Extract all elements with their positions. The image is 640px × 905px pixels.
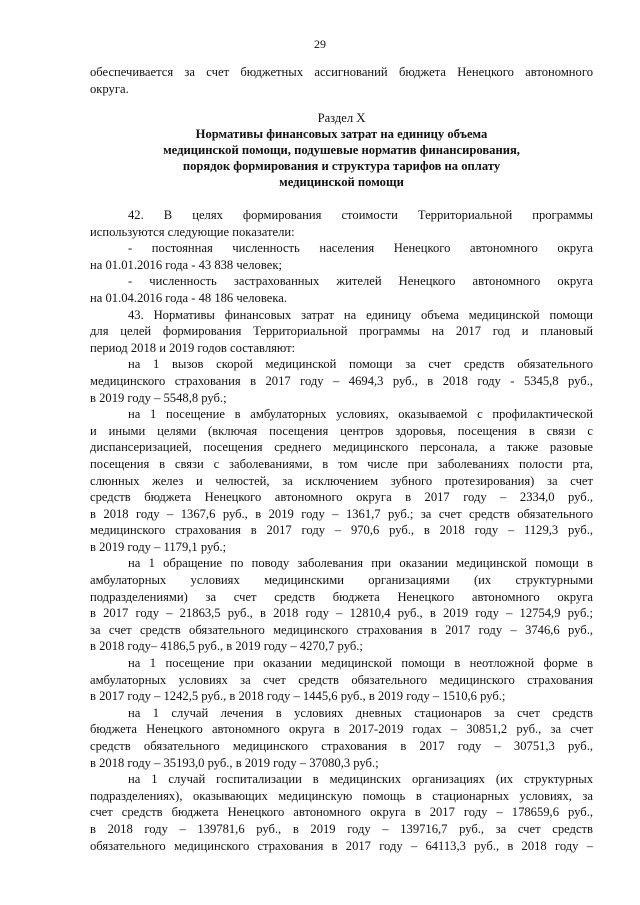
text-line: используются следующие показатели: bbox=[90, 224, 295, 239]
section-title-line: порядок формирования и структура тарифов на оплату bbox=[182, 159, 501, 173]
text-line: на 1 обращение по поводу заболевания при оказании медицинской помощи в bbox=[128, 556, 593, 571]
text-line: посещения в связи с заболеваниями, в том числе при заболеваниях полости рта, bbox=[90, 456, 593, 471]
paragraph bbox=[90, 307, 593, 357]
text-line: на 1 посещение в амбулаторных условиях, оказываемой с профилактической bbox=[128, 407, 593, 422]
text-line: в 2019 году – 5548,8 руб.; bbox=[90, 390, 227, 405]
text-line: в 2017 году – 21863,5 руб., в 2018 году – 12810,4 руб., в 2019 году – 12754,9 руб.; bbox=[90, 606, 593, 621]
text-line: слюнных желез и челюстей, за исключением зубного протезирования) за счет bbox=[90, 473, 593, 488]
text-line: - численность застрахованных жителей Ненецкого автономного округа bbox=[128, 274, 593, 289]
text-line: медицинского страхования в 2017 году – 970,6 руб., в 2018 году – 1129,3 руб., bbox=[90, 523, 593, 538]
text-line: 43. Нормативы финансовых затрат на единицу объема медицинской помощи bbox=[128, 307, 593, 322]
text-line: обеспечивается за счет бюджетных ассигнований бюджета Ненецкого автономного bbox=[90, 65, 593, 79]
text-line: на 01.04.2016 года - 48 186 человека. bbox=[90, 290, 287, 305]
paragraph bbox=[90, 273, 593, 306]
text-line: бюджета Ненецкого автономного округа в 2017-2019 годах – 30851,2 руб., за счет bbox=[90, 722, 593, 737]
text-line: в 2018 году – 1367,6 руб., в 2019 году – 1361,7 руб.; за счет средств обязательного bbox=[90, 506, 593, 521]
paragraph bbox=[90, 240, 593, 273]
paragraph bbox=[90, 356, 593, 406]
text-line: в 2018 году– 4186,5 руб., в 2019 году – 4270,7 руб.; bbox=[90, 639, 363, 654]
text-line: счет средств бюджета Ненецкого автономного округа в 2017 году – 178659,6 руб., bbox=[90, 805, 593, 820]
text-line: подразделениях), оказывающих медицинскую помощь в стационарных условиях, за bbox=[90, 788, 593, 803]
text-line: на 1 посещение при оказании медицинской помощи в неотложной форме в bbox=[128, 656, 593, 671]
text-line: средств обязательного медицинского страхования в 2017 году – 30751,3 руб., bbox=[90, 739, 593, 753]
text-line: на 1 случай госпитализации в медицинских организациях (их структурных bbox=[128, 772, 593, 787]
section-title-line: медицинской помощи, подушевые норматив финансирования, bbox=[163, 143, 520, 157]
text-line: за счет средств обязательного медицинского страхования в 2017 году – 3746,6 руб., bbox=[90, 622, 593, 637]
text-line: в 2018 году – 139781,6 руб., в 2019 году – 139716,7 руб., за счет средств bbox=[90, 821, 593, 836]
text-line: подразделениями) за счет средств бюджета Ненецкого автономного округа bbox=[90, 589, 593, 604]
text-line: амбулаторных условиях медицинскими организациями (их структурными bbox=[90, 573, 593, 588]
text-line: в 2018 году – 35193,0 руб., в 2019 году – 37080,3 руб.; bbox=[90, 755, 379, 770]
text-line: амбулаторных условиях за счет средств обязательного медицинского страхования bbox=[90, 672, 593, 687]
text-line: в 2017 году – 1242,5 руб., в 2018 году – 1445,6 руб., в 2019 году – 1510,6 руб.; bbox=[90, 689, 506, 704]
text-line: на 1 случай лечения в условиях дневных стационаров за счет средств bbox=[128, 705, 593, 720]
section-label: Раздел X bbox=[317, 111, 366, 125]
text-line: 42. В целях формирования стоимости Территориальной программы bbox=[128, 208, 593, 222]
text-line: на 1 вызов скорой медицинской помощи за счет средств обязательного bbox=[128, 357, 593, 372]
section-title-line: Нормативы финансовых затрат на единицу объема bbox=[195, 127, 488, 141]
text-line: медицинского страхования в 2017 году – 4694,3 руб., в 2018 году - 5345,8 руб., bbox=[90, 373, 593, 388]
intro-text bbox=[90, 64, 593, 97]
text-line: на 01.01.2016 года - 43 838 человек; bbox=[90, 257, 282, 272]
paragraph bbox=[90, 771, 593, 854]
text-line: - постоянная численность населения Ненецкого автономного округа bbox=[128, 241, 593, 256]
text-line: в 2019 году – 1179,1 руб.; bbox=[90, 539, 227, 554]
text-line: диспансеризацией, посещения среднего медицинского персонала, а также разовые bbox=[90, 440, 593, 455]
paragraph bbox=[90, 555, 593, 655]
text-line: средств бюджета Ненецкого автономного округа в 2017 году – 2334,0 руб., bbox=[90, 490, 593, 505]
text-line: для целей формирования Территориальной программы на 2017 год и плановый bbox=[90, 324, 593, 339]
paragraph bbox=[90, 655, 593, 705]
section-heading bbox=[90, 110, 593, 190]
paragraph bbox=[90, 406, 593, 555]
paragraph bbox=[90, 705, 593, 771]
text-line: обязательного медицинского страхования в 2017 году – 64113,3 руб., в 2018 году – bbox=[90, 838, 593, 853]
main-text bbox=[90, 207, 593, 854]
paragraph bbox=[90, 207, 593, 240]
page-number: 29 bbox=[314, 37, 326, 51]
text-line: период 2018 и 2019 годов составляют: bbox=[90, 340, 296, 355]
text-line: округа. bbox=[90, 81, 129, 96]
text-line: и иными целями (включая посещения центров здоровья, посещения в связи с bbox=[90, 423, 593, 438]
section-title-line: медицинской помощи bbox=[279, 175, 404, 189]
